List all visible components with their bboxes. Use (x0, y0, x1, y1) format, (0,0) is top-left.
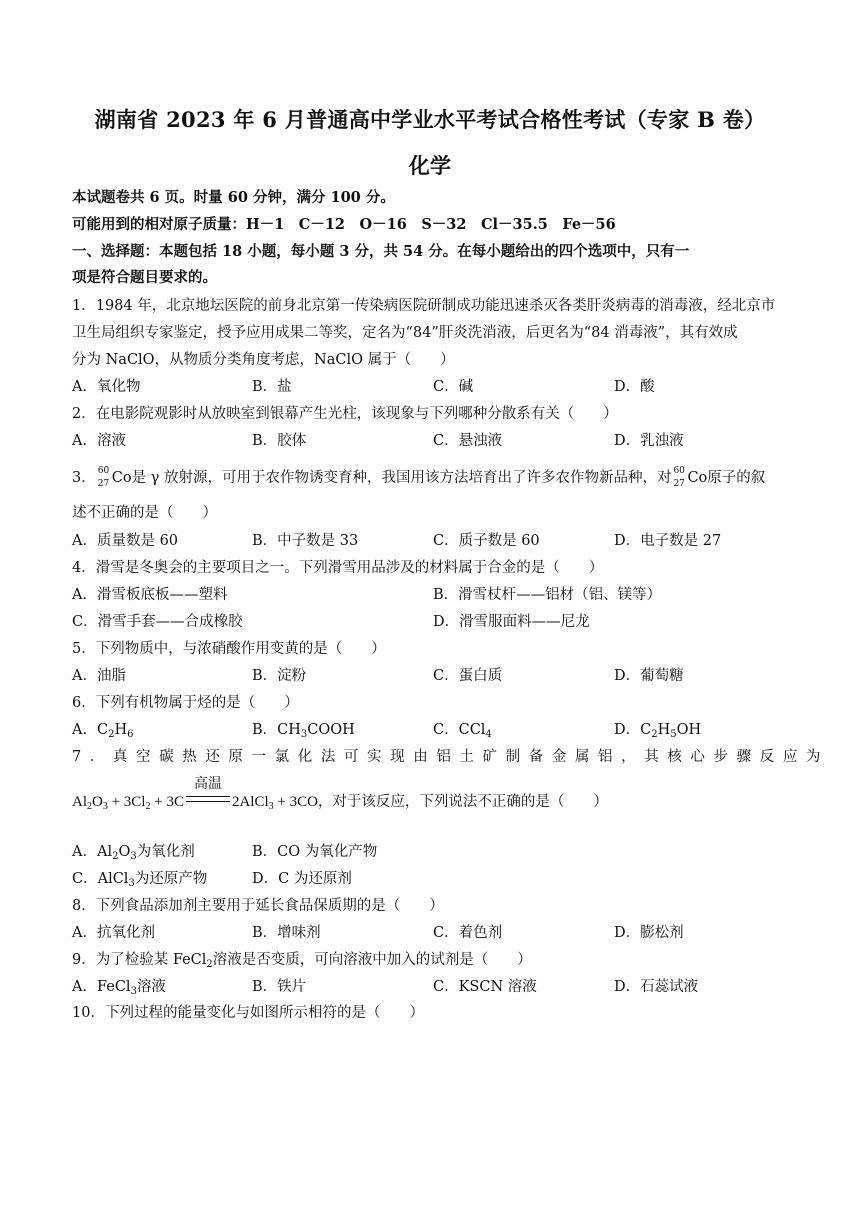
question-2: 2．在电影院观影时从放映室到银幕产生光柱，该现象与下列哪种分散系有关（ ） (72, 406, 618, 422)
question-7-equation-line: $Al_2O_3 + 3Cl_2 + 3C$ 高温 2AlCl$_3$ + 3CO，对于该反应，下列说法不正确的是（ ） (72, 777, 608, 812)
q4-option-a: A．滑雪板底板——塑料 (72, 587, 228, 603)
question-9: 9．为了检验某 FeCl$_2$溶液是否变质，可向溶液中加入的试剂是（ ） (72, 952, 532, 970)
q8-option-c: C．着色剂 (433, 925, 503, 941)
cobalt-isotope-notation: 60 27 (97, 466, 110, 489)
q9-option-b: B．铁片 (252, 979, 307, 995)
q9-option-d: D．石蕊试液 (614, 979, 699, 995)
q3-option-a: A．质量数是 60 (72, 533, 179, 549)
q1-option-a: A．氧化物 (72, 379, 141, 395)
q1-option-b: B．盐 (252, 379, 292, 395)
q2-option-c: C．悬浊液 (433, 433, 503, 449)
q3-number: 3． (72, 470, 96, 486)
question-1-line3: 分为 NaClO，从物质分类角度考虑，NaClO 属于（ ） (72, 352, 455, 368)
q8-option-d: D．膨松剂 (614, 925, 684, 941)
q5-option-c: C．蛋白质 (433, 668, 503, 684)
q1-option-d: D．酸 (614, 379, 655, 395)
q3-option-c: C．质子数是 60 (433, 533, 540, 549)
q7-option-c: C．AlCl$_3$为还原产物 (72, 871, 208, 889)
q4-option-d: D．滑雪服面料——尼龙 (433, 614, 590, 630)
q9-option-c: C．KSCN 溶液 (433, 979, 537, 995)
q4-option-b: B．滑雪杖杆——铝材（铝、镁等） (433, 587, 662, 603)
q5-option-a: A．油脂 (72, 668, 126, 684)
q1-option-c: C．碱 (433, 379, 474, 395)
q2-option-d: D．乳浊液 (614, 433, 684, 449)
question-3-line2: 述不正确的是（ ） (72, 505, 217, 521)
q6-option-a: A．$C_2H_6$ (72, 722, 134, 740)
q8-option-b: B．增味剂 (252, 925, 321, 941)
q6-option-d: D．$C_2H_5OH$ (614, 722, 702, 740)
q5-option-d: D．葡萄糖 (614, 668, 684, 684)
question-3-line1: 3． 60 27 Co是 γ 放射源，可用于农作物诱变育种，我国用该方法培育出了许多农作物新品种，对 60 27 Co原子的叙 (72, 466, 766, 489)
q7-option-b: B．CO 为氧化产物 (252, 844, 378, 860)
q4-option-c: C．滑雪手套——合成橡胶 (72, 614, 243, 630)
reaction-condition-arrow: 高温 (184, 792, 232, 812)
question-4: 4．滑雪是冬奥会的主要项目之一。下列滑雪用品涉及的材料属于合金的是（ ） (72, 560, 604, 576)
section-heading: 一、选择题：本题包括 18 小题，每小题 3 分，共 54 分。在每小题给出的四个选项中，只有一 (72, 243, 690, 260)
question-8: 8．下列食品添加剂主要用于延长食品保质期的是（ ） (72, 898, 444, 914)
question-1-line2: 卫生局组织专家鉴定，授予应用成果二等奖，定名为“84”肝炎洗消液，后更名为“84 消毒液”，其有效成 (72, 325, 738, 341)
question-7-line1: 7．真空碳热还原一氯化法可实现由铝土矿制备金属铝，其核心步骤反应为 (72, 749, 830, 765)
q6-option-c: C．CCl$_4$ (433, 722, 492, 740)
q2-option-a: A．溶液 (72, 433, 126, 449)
cobalt-isotope-notation-2: 60 27 (673, 466, 685, 489)
q5-option-b: B．淀粉 (252, 668, 307, 684)
subject-title: 化学 (408, 153, 452, 178)
question-1-line1: 1．1984 年，北京地坛医院的前身北京第一传染病医院研制成功能迅速杀灭各类肝炎病毒的消毒液，经北京市 (72, 298, 776, 314)
question-5: 5．下列物质中，与浓硝酸作用变黄的是（ ） (72, 641, 386, 657)
q2-option-b: B．胶体 (252, 433, 307, 449)
exam-title: 湖南省 2023 年 6 月普通高中学业水平考试合格性考试（专家 B 卷） (94, 107, 766, 132)
question-10: 10．下列过程的能量变化与如图所示相符的是（ ） (72, 1005, 424, 1021)
q8-option-a: A．抗氧化剂 (72, 925, 155, 941)
q3-option-b: B．中子数是 33 (252, 533, 359, 549)
q7-option-d: D．C 为还原剂 (252, 871, 352, 887)
exam-info: 本试题卷共 6 页。时量 60 分钟，满分 100 分。 (72, 189, 395, 206)
atomic-masses: 可能用到的相对原子质量：H－1 C－12 O－16 S－32 Cl－35.5 Fe－56 (72, 216, 616, 233)
q7-option-a: A．$Al_2O_3$为氧化剂 (72, 844, 195, 862)
q3-option-d: D．电子数是 27 (614, 533, 722, 549)
question-6: 6．下列有机物属于烃的是（ ） (72, 695, 299, 711)
section-heading-cont: 项是符合题目要求的。 (72, 269, 217, 286)
reaction-equation: $Al_2O_3 + 3Cl_2 + 3C$ 高温 2AlCl$_3$ + 3CO (72, 777, 318, 812)
q9-option-a: A．FeCl$_3$溶液 (72, 979, 166, 997)
q6-option-b: B．$CH_3COOH$ (252, 722, 355, 740)
